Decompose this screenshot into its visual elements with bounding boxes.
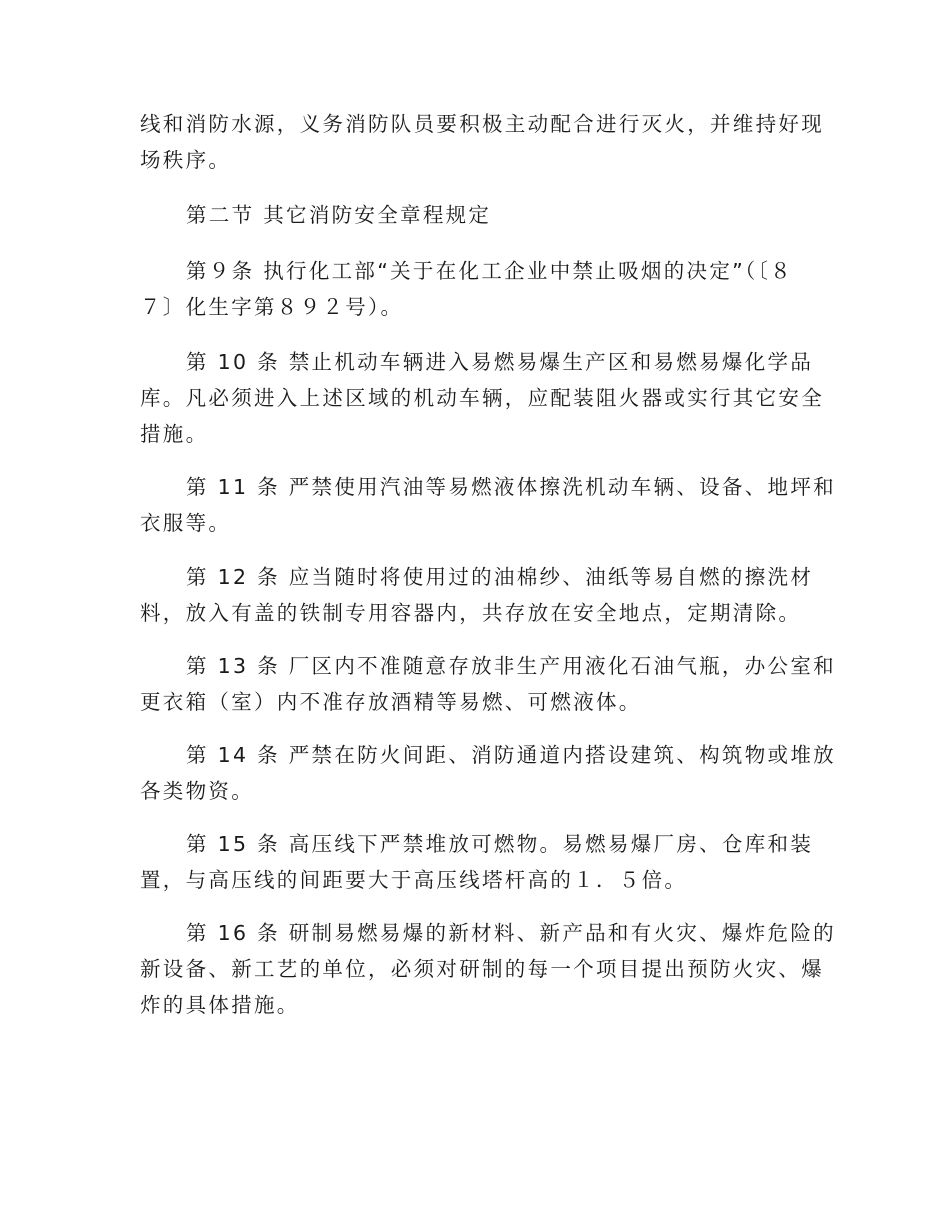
text-line: 料，放入有盖的铁制专用容器内，共存放在安全地点，定期清除。 [140,601,802,625]
paragraph-fire-scene-order [140,106,824,178]
text-line: 第 15 条 高压线下严禁堆放可燃物。易燃易爆厂房、仓库和装 [186,832,814,856]
article-11 [140,469,836,541]
text-line: 库。凡必须进入上述区域的机动车辆，应配装阻火器或实行其它安全 [140,386,824,410]
text-line: 各类物资。 [140,779,254,803]
text-line: 措施。 [140,422,209,446]
text-line: 炸的具体措施。 [140,993,300,1017]
text-line: 第 10 条 禁止机动车辆进入易燃易爆生产区和易燃易爆化学品 [186,350,814,374]
text-line: 第 13 条 厂区内不准随意存放非生产用液化石油气瓶，办公室和 [186,654,836,678]
text-line: 衣服等。 [140,511,232,535]
text-line: ７〕化生字第８９２号）。 [140,295,404,319]
text-line: 新设备、新工艺的单位，必须对研制的每一个项目提出预防火灾、爆 [140,957,824,981]
section-heading [140,197,491,233]
article-9 [140,253,793,325]
section-title: 第二节 其它消防安全章程规定 [186,203,492,227]
text-line: 第 11 条 严禁使用汽油等易燃液体擦洗机动车辆、设备、地坪和 [186,475,836,499]
text-line: 第 16 条 研制易燃易爆的新材料、新产品和有火灾、爆炸危险的 [186,921,836,945]
article-10 [140,344,824,452]
article-13 [140,648,836,720]
text-line: 第 14 条 严禁在防火间距、消防通道内搭设建筑、构筑物或堆放 [186,743,836,767]
text-line: 线和消防水源，义务消防队员要积极主动配合进行灭火，并维持好现 [140,112,824,136]
article-12 [140,559,813,631]
article-16 [140,915,836,1023]
text-line: 置，与高压线的间距要大于高压线塔杆高的１．５倍。 [140,868,688,892]
text-line: 更衣箱（室）内不准存放酒精等易燃、可燃液体。 [140,690,642,714]
text-line: 第 12 条 应当随时将使用过的油棉纱、油纸等易自燃的擦洗材 [186,565,814,589]
article-14 [140,737,836,809]
text-line: 场秩序。 [140,148,232,172]
text-line: 第９条 执行化工部“关于在化工企业中禁止吸烟的决定”（〔８ [186,259,793,283]
article-15 [140,826,813,898]
